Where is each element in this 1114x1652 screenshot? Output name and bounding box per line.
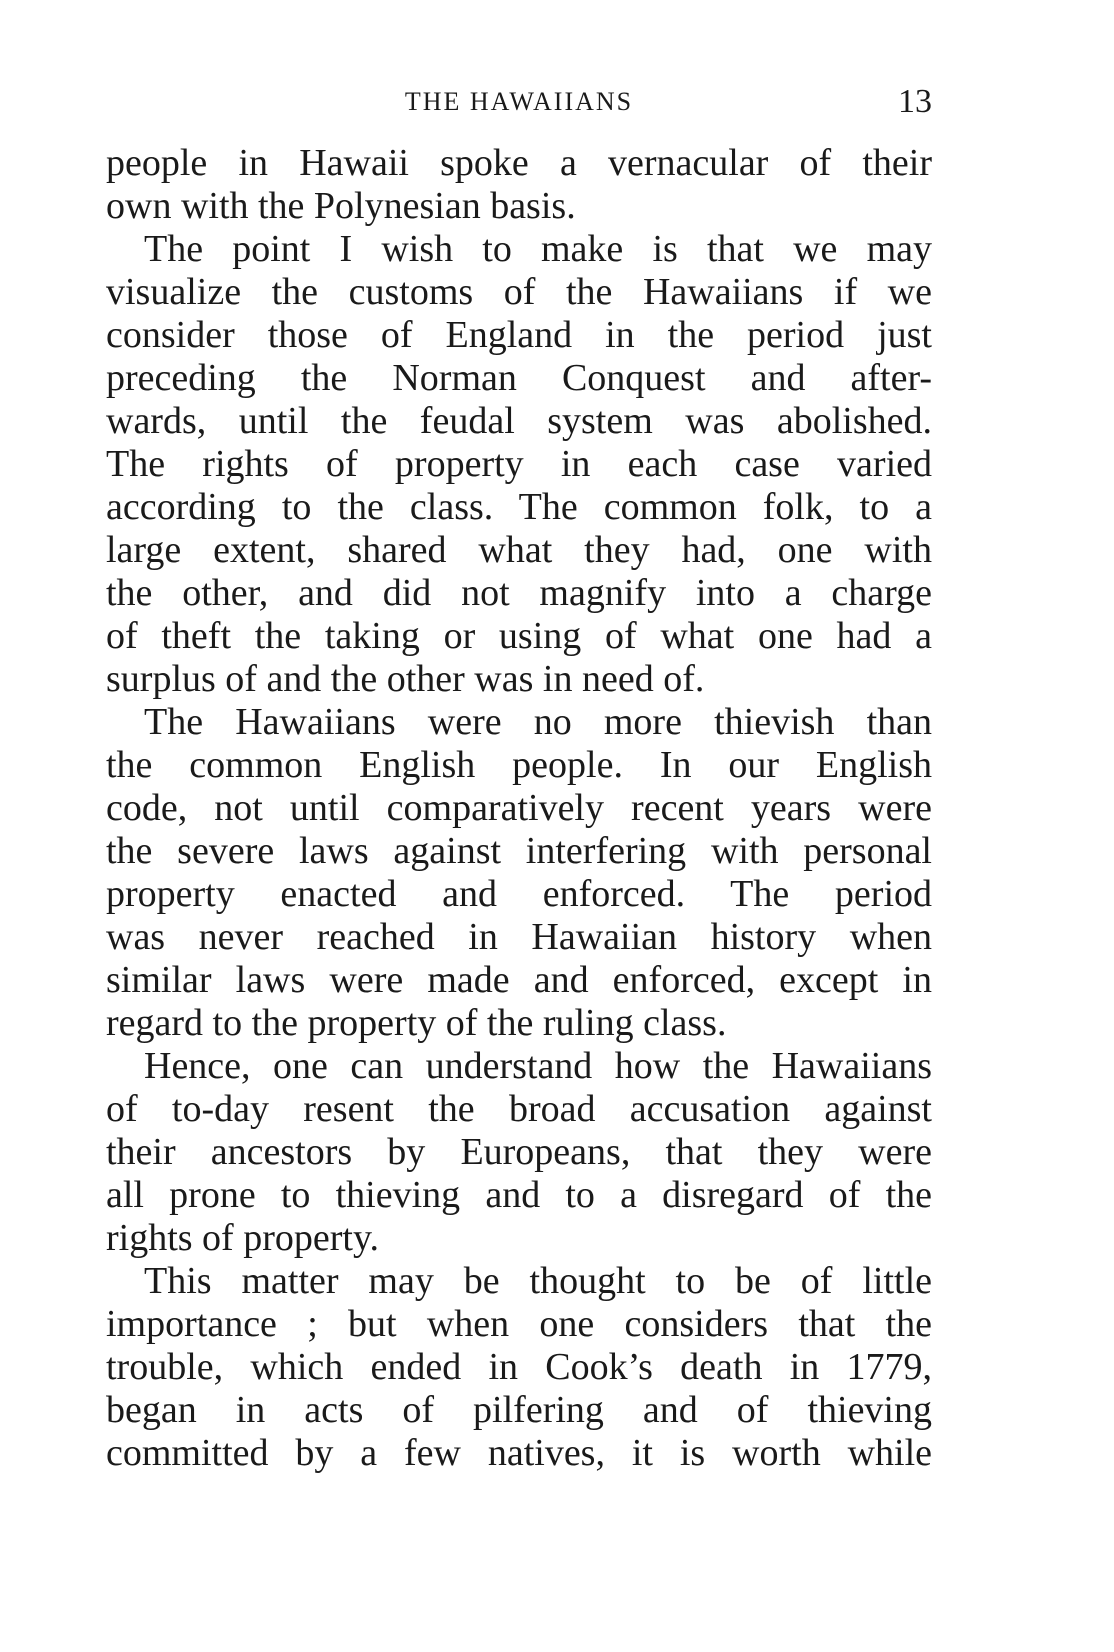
text-line: The point I wish to make is that we may: [144, 228, 932, 270]
paragraph: [106, 701, 932, 1045]
text-line: the severe laws against interfering with personal: [106, 830, 932, 872]
text-line: of to-day resent the broad accusation against: [106, 1088, 932, 1130]
text-line: the common English people. In our English: [106, 744, 932, 786]
text-line: preceding the Norman Conquest and after-: [106, 357, 932, 399]
text-line: Hence, one can understand how the Hawaiians: [144, 1045, 932, 1087]
text-line: similar laws were made and enforced, except in: [106, 959, 932, 1001]
running-title: THE HAWAIIANS: [404, 87, 634, 116]
text-line: The rights of property in each case varied: [106, 443, 932, 485]
paragraph: [106, 142, 932, 228]
text-line: The Hawaiians were no more thievish than: [144, 701, 932, 743]
text-line: all prone to thieving and to a disregard of the: [106, 1174, 932, 1216]
text-line: This matter may be thought to be of little: [144, 1260, 932, 1302]
text-line: their ancestors by Europeans, that they were: [106, 1131, 932, 1173]
paragraph: [106, 228, 932, 701]
text-line: code, not until comparatively recent years were: [106, 787, 932, 829]
text-line: trouble, which ended in Cook’s death in 1779,: [106, 1346, 932, 1388]
text-line: the other, and did not magnify into a charge: [106, 572, 932, 614]
paragraph: [106, 1260, 932, 1475]
text-line: people in Hawaii spoke a vernacular of their: [106, 142, 932, 184]
text-line: surplus of and the other was in need of.: [106, 658, 705, 700]
text-line: rights of property.: [106, 1217, 379, 1259]
text-line: began in acts of pilfering and of thieving: [106, 1389, 932, 1431]
body-text: [106, 142, 932, 1475]
text-line: regard to the property of the ruling class.: [106, 1002, 727, 1044]
text-line: wards, until the feudal system was abolished.: [106, 400, 932, 442]
text-line: own with the Polynesian basis.: [106, 185, 576, 227]
text-line: property enacted and enforced. The period: [106, 873, 932, 915]
text-line: importance ; but when one considers that the: [106, 1303, 932, 1345]
text-line: was never reached in Hawaiian history when: [106, 916, 932, 958]
text-line: committed by a few natives, it is worth while: [106, 1432, 932, 1474]
text-line: visualize the customs of the Hawaiians if we: [106, 271, 932, 313]
text-line: consider those of England in the period just: [106, 314, 932, 356]
text-line: large extent, shared what they had, one with: [106, 529, 932, 571]
running-head: [106, 82, 932, 122]
text-line: of theft the taking or using of what one had a: [106, 615, 932, 657]
text-line: according to the class. The common folk, to a: [106, 486, 932, 528]
page-number: 13: [898, 83, 932, 120]
paragraph: [106, 1045, 932, 1260]
